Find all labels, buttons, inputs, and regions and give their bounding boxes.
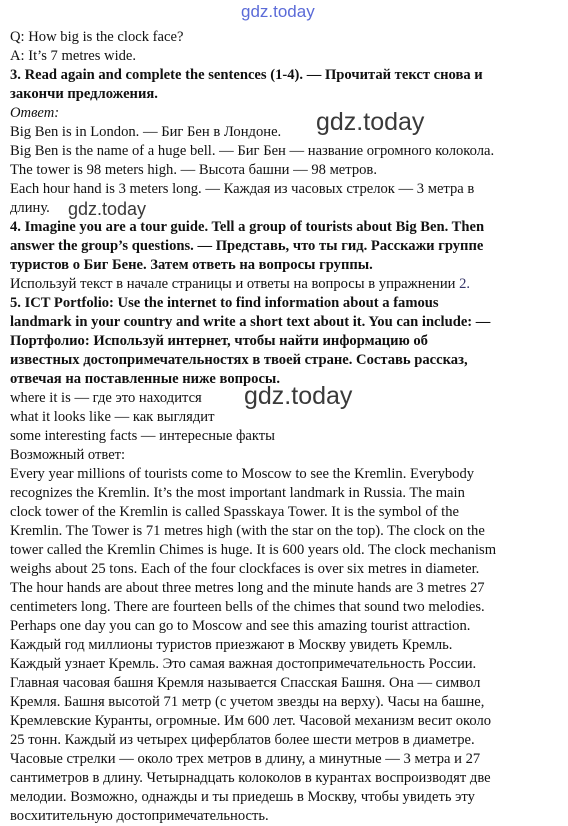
essay-ru-line: Каждый узнает Кремль. Это самая важная достопримечательность России.	[10, 656, 477, 672]
task-5-heading: 5. ICT Portfolio: Use the internet to find information about a famous	[10, 295, 439, 311]
watermark-top: gdz.today	[241, 2, 315, 21]
essay-ru-line: Кремлевские Куранты, огромные. Им 600 лет. Часовой механизм весит около	[10, 713, 492, 729]
prompt-where: where it is — где это находится	[10, 390, 202, 406]
sentence-4-cont: длину.	[10, 200, 50, 216]
essay-en-line: The hour hands are about three metres long and the minute hands are 3 metres 27	[10, 580, 485, 596]
essay-ru-line: мелодии. Возможно, однажды и ты приедешь в Москву, чтобы увидеть эту	[10, 789, 475, 805]
sentence-1: Big Ben is in London. — Биг Бен в Лондоне.	[10, 124, 282, 140]
essay-en-line: Kremlin. The Tower is 71 metres high (with the star on the top). The clock on the	[10, 523, 485, 539]
task-3-heading: 3. Read again and complete the sentences (1-4). — Прочитай текст снова и	[10, 67, 483, 83]
sentence-2: Big Ben is the name of a huge bell. — Биг Бен — название огромного колокола.	[10, 143, 495, 159]
sentence-4: Each hour hand is 3 meters long. — Каждая из часовых стрелок — 3 метра в	[10, 181, 475, 197]
exercise-reference: 2.	[459, 276, 471, 292]
task-4-heading-cont-2: туристов о Биг Бене. Затем ответь на вопросы группы.	[10, 257, 373, 273]
essay-ru-line: сантиметров в длину. Четырнадцать колоколов в курантах воспроизводят две	[10, 770, 491, 786]
essay-en-line: Every year millions of tourists come to Moscow to see the Kremlin. Everybody	[10, 466, 475, 482]
essay-en-line: weighs about 25 tons. Each of the four clockfaces is over six metres in diameter.	[10, 561, 480, 577]
task-5-heading-cont-1: landmark in your country and write a short text about it. You can include: —	[10, 314, 491, 330]
task-5-heading-cont-3: известных достопримечательностях в твоей стране. Составь рассказ,	[10, 352, 468, 368]
task-3-heading-cont: закончи предложения.	[10, 86, 158, 102]
essay-en-line: clock tower of the Kremlin is called Spasskaya Tower. It is the symbol of the	[10, 504, 459, 520]
prompt-facts: some interesting facts — интересные факты	[10, 428, 275, 444]
question-line: Q: How big is the clock face?	[10, 29, 184, 45]
task-4-heading-cont-1: answer the group’s questions. — Представь, что ты гид. Расскажи группе	[10, 238, 484, 254]
essay-ru-line: 25 тонн. Каждый из четырех циферблатов более шести метров в диаметре.	[10, 732, 475, 748]
essay-ru-line: восхитительную достопримечательность.	[10, 808, 269, 824]
watermark: gdz.today	[316, 108, 425, 136]
essay-ru-line: Часовые стрелки — около трех метров в длину, а минутные — 3 метра и 27	[10, 751, 481, 767]
answer-label: Ответ:	[10, 105, 60, 121]
sentence-3: The tower is 98 meters high. — Высота башни — 98 метров.	[10, 162, 377, 178]
essay-en-line: Perhaps one day you can go to Moscow and see this amazing tourist attraction.	[10, 618, 471, 634]
essay-ru-line: Каждый год миллионы туристов приезжают в Москву увидеть Кремль.	[10, 637, 453, 653]
essay-ru-line: Главная часовая башня Кремля называется Спасская Башня. Она — символ	[10, 675, 481, 691]
essay-en-line: centimeters long. There are fourteen bells of the chimes that sound two melodies.	[10, 599, 485, 615]
essay-ru-line: Кремля. Башня высотой 71 метр (с учетом звезды на верху). Часы на башне,	[10, 694, 485, 710]
prompt-looks: what it looks like — как выглядит	[10, 409, 215, 425]
answer-line: A: It’s 7 metres wide.	[10, 48, 137, 64]
task-4-heading: 4. Imagine you are a tour guide. Tell a group of tourists about Big Ben. Then	[10, 219, 485, 235]
task-5-heading-cont-2: Портфолио: Используй интернет, чтобы найти информацию об	[10, 333, 428, 349]
watermark: gdz.today	[68, 199, 147, 219]
possible-answer-label: Возможный ответ:	[10, 447, 126, 463]
watermark: gdz.today	[244, 382, 353, 410]
task-4-instruction: Используй текст в начале страницы и ответы на вопросы в упражнении 2.	[10, 276, 471, 292]
task-5-heading-cont-4: отвечая на поставленные ниже вопросы.	[10, 371, 280, 387]
essay-en-line: recognizes the Kremlin. It’s the most important landmark in Russia. The main	[10, 485, 465, 501]
essay-en-line: tower called the Kremlin Chimes is huge. It is 600 years old. The clock mechanism	[10, 542, 497, 558]
